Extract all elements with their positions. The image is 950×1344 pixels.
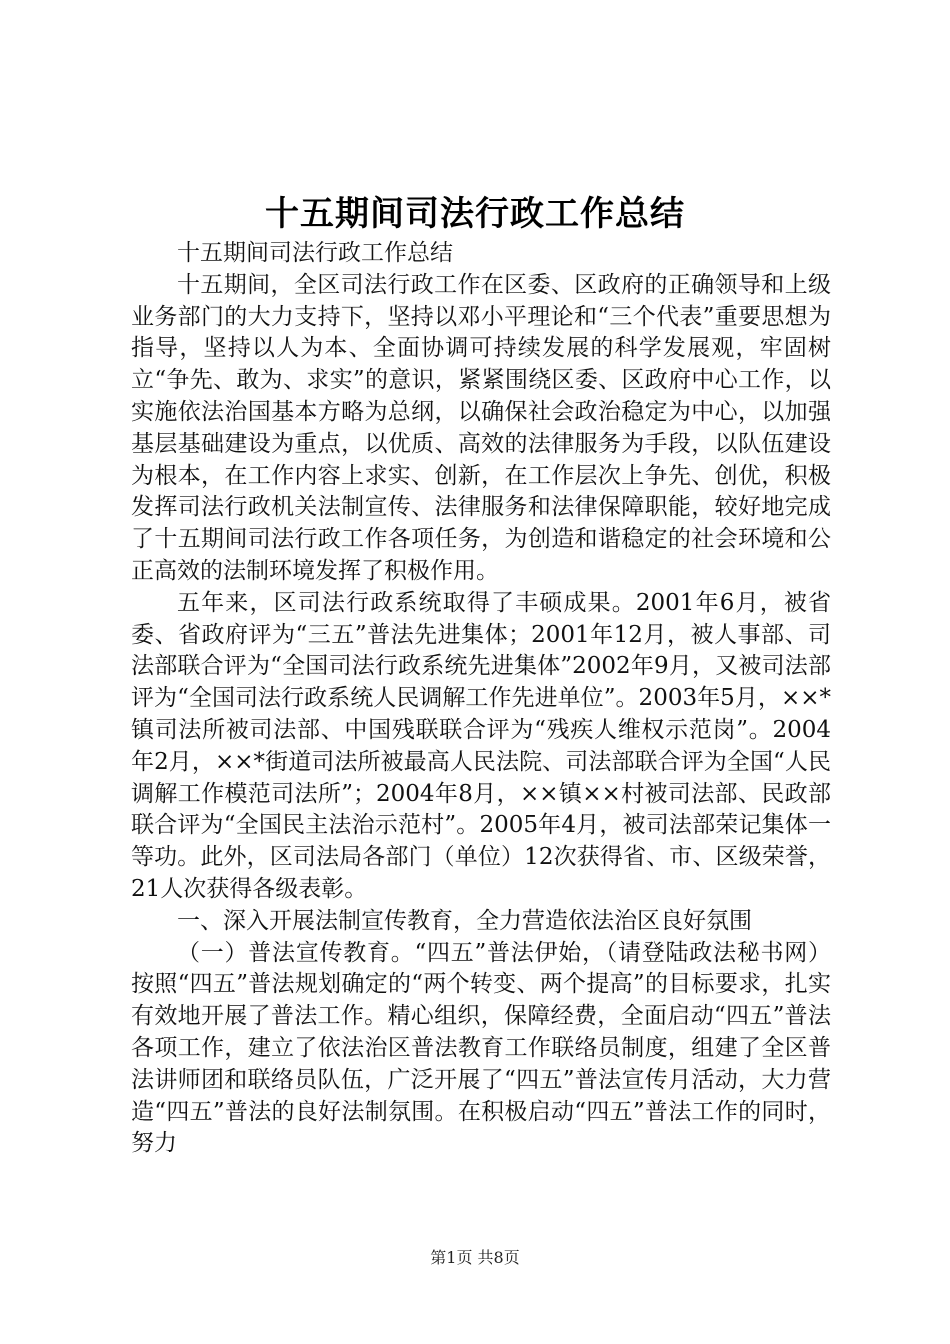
document-title: 十五期间司法行政工作总结 (265, 194, 685, 234)
subtitle-paragraph: 十五期间司法行政工作总结 (177, 240, 453, 266)
section-heading: 一、深入开展法制宣传教育，全力营造依法治区良好氛围 (177, 907, 752, 934)
body-paragraph: （一）普法宣传教育。“四五”普法伊始，（请登陆政法秘书网）按照“四五”普法规划确定的“两个转变、两个提高”的目标要求，扎实有效地开展了普法工作。精心组织，保障经费，全面启动“四五”普法各项工作，建立了依法治区普法教育工作联络员制度，组建了全区普法讲师团和联络员队伍，广泛开展了“四五”普法宣传月活动，大力营造“四五”普法的良好法制氛围。在积极启动“四五”普法工作的同时，努力 (131, 939, 831, 1157)
document-body (131, 238, 831, 1160)
body-paragraph: 十五期间，全区司法行政工作在区委、区政府的正确领导和上级业务部门的大力支持下，坚持以邓小平理论和“三个代表”重要思想为指导，坚持以人为本、全面协调可持续发展的科学发展观，牢固树立“争先、敢为、求实”的意识，紧紧围绕区委、区政府中心工作，以实施依法治国基本方略为总纲，以确保社会政治稳定为中心，以加强基层基础建设为重点，以优质、高效的法律服务为手段，以队伍建设为根本，在工作内容上求实、创新，在工作层次上争先、创优，积极发挥司法行政机关法制宣传、法律服务和法律保障职能，较好地完成了十五期间司法行政工作各项任务，为创造和谐稳定的社会环境和公正高效的法制环境发挥了积极作用。 (131, 271, 831, 584)
body-paragraph: 五年来，区司法行政系统取得了丰硕成果。2001年6月，被省委、省政府评为“三五”普法先进集体；2001年12月，被人事部、司法部联合评为“全国司法行政系统先进集体”2002年9月，又被司法部评为“全国司法行政系统人民调解工作先进单位”。2003年5月，××*镇司法所被司法部、中国残联联合评为“残疾人维权示范岗”。2004年2月，××*街道司法所被最高人民法院、司法部联合评为全国“人民调解工作模范司法所”；2004年8月，××镇××村被司法部、民政部联合评为“全国民主法治示范村”。2005年4月，被司法部荣记集体一等功。此外，区司法局各部门（单位）12次获得省、市、区级荣誉，21人次获得各级表彰。 (131, 589, 831, 902)
page-footer: 第1页 共8页 (430, 1248, 520, 1267)
